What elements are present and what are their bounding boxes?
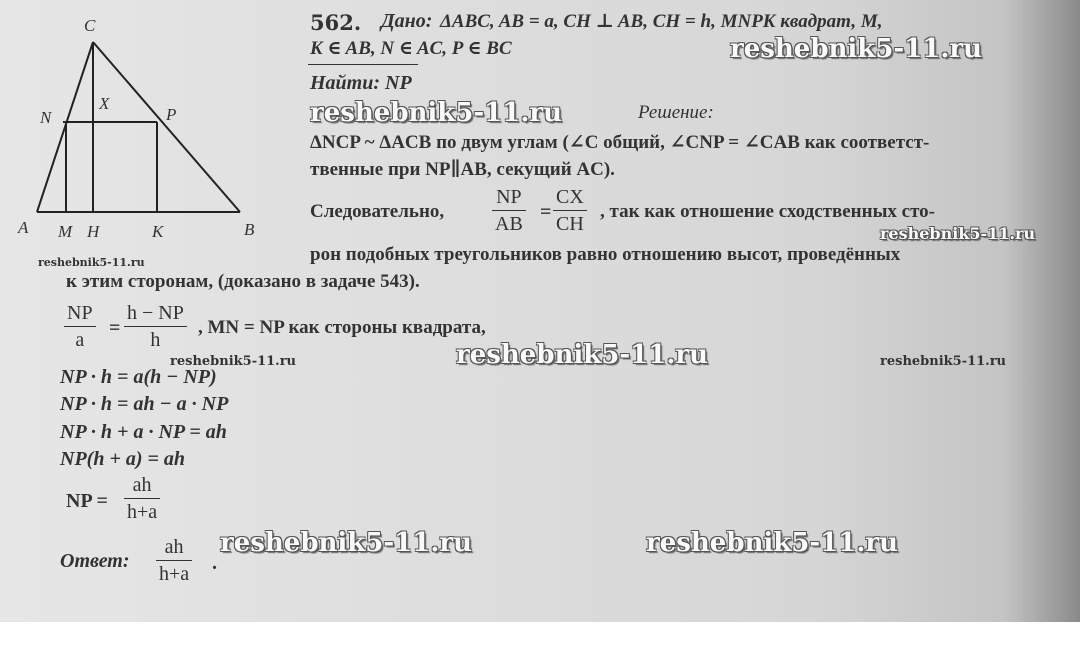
vertex-label-b: B — [244, 220, 255, 239]
fraction-np-ab: NP AB — [492, 184, 526, 237]
given-separator — [308, 64, 418, 65]
vertex-label-m: M — [58, 222, 73, 241]
fraction-cx-ch: CX CH — [553, 184, 587, 237]
watermark-top-right: reshebnik5-11.ru — [730, 34, 983, 64]
fraction-ah-h-plus-a: ah h+a — [124, 472, 160, 525]
watermark-center: reshebnik5-11.ru — [456, 340, 709, 370]
solution-line-2: твенные при NP∥AB, секущий AC). — [310, 159, 615, 180]
solution-line-4: рон подобных треугольников равно отношению высот, проведённых — [310, 244, 901, 265]
solution-label: Решение: — [638, 102, 714, 123]
np-equals-label: NP = — [66, 490, 108, 512]
given-line-2: K ∈ AB, N ∈ AC, P ∈ BC — [310, 38, 512, 59]
watermark-bottom-left: reshebnik5-11.ru — [220, 528, 473, 558]
given-label: Дано: — [381, 10, 433, 32]
answer-fraction: ah h+a — [156, 534, 192, 587]
solution-line-6-suffix: , MN = NP как стороны квадрата, — [198, 317, 486, 338]
find-label: Найти: NP — [310, 72, 412, 94]
watermark-mid-right-small: reshebnik5-11.ru — [880, 354, 1007, 369]
given-line-1: ΔABC, AB = a, CH ⊥ AB, CH = h, MNPK квадрат, M, — [440, 11, 883, 32]
watermark-mid-left-small: reshebnik5-11.ru — [170, 354, 297, 369]
equals-sign-2: = — [109, 317, 121, 339]
solution-line-3-prefix: Следовательно, — [310, 201, 445, 222]
point-label-x: X — [99, 94, 110, 113]
watermark-left-tiny: reshebnik5-11.ru — [38, 256, 145, 269]
fraction-h-minus-np-h: h − NP h — [124, 300, 187, 353]
watermark-upper-middle: reshebnik5-11.ru — [310, 98, 563, 128]
problem-number: 562. — [310, 10, 362, 35]
vertex-label-k: K — [152, 222, 164, 241]
equation-3: NP · h + a · NP = ah — [60, 421, 227, 443]
watermark-right-small: reshebnik5-11.ru — [880, 224, 1036, 243]
equation-1: NP · h = a(h − NP) — [60, 366, 217, 388]
vertex-label-p: P — [166, 105, 177, 124]
equals-sign-1: = — [540, 201, 552, 223]
vertex-label-c: C — [84, 16, 96, 35]
solution-line-5: к этим сторонам, (доказано в задаче 543). — [66, 271, 420, 292]
answer-label: Ответ: — [60, 550, 130, 572]
solution-line-3-suffix: , так как отношение сходственных сто- — [600, 201, 936, 222]
fraction-np-a: NP a — [64, 300, 96, 353]
vertex-label-n: N — [40, 108, 52, 127]
equation-4: NP(h + a) = ah — [60, 448, 186, 470]
answer-period: . — [212, 552, 217, 574]
watermark-bottom-right: reshebnik5-11.ru — [646, 528, 899, 558]
equation-2: NP · h = ah − a · NP — [60, 393, 229, 415]
vertex-label-h: H — [87, 222, 100, 241]
vertex-label-a: A — [18, 218, 29, 237]
solution-line-1: ΔNCP ~ ΔACB по двум углам (∠C общий, ∠CNP = ∠CAB как соответст- — [310, 132, 930, 153]
